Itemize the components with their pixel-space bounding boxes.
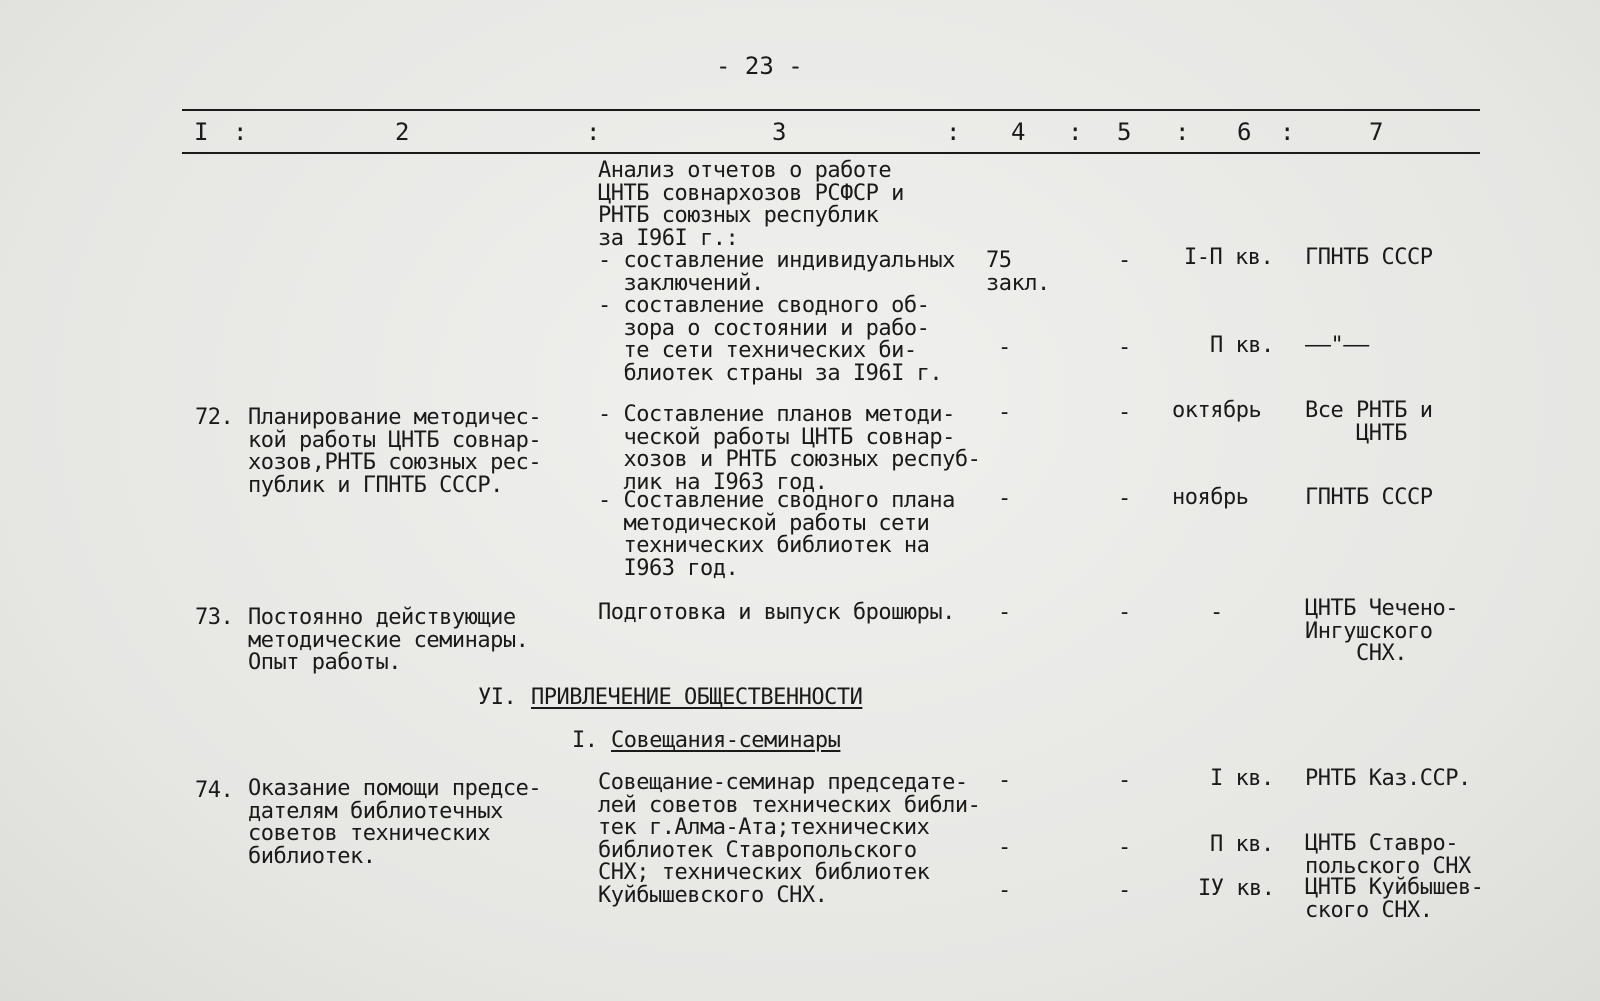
intro-sub2-col3: - составление сводного об- зора о состоянии и рабо- те сети технических би- блиотек страны за I96I г. [598, 293, 943, 386]
row73-number: 73. [195, 605, 234, 630]
row74-b-col5: - [1118, 835, 1131, 860]
header-top-rule [182, 109, 1480, 111]
row72-a-col4: - [998, 400, 1011, 425]
row72-a-col3: - Составление планов методи- ческой работы ЦНТБ совнар- хозов и РНТБ союзных респуб- лик на I963 год. [598, 402, 981, 495]
intro-sub1-col3: - составление индивидуальных заключений. [598, 248, 955, 296]
row72-a-col7: Все РНТБ и ЦНТБ [1305, 398, 1433, 446]
col-header-3: 3 [772, 118, 787, 146]
row74-number: 74. [195, 778, 234, 803]
col-header-sep: : [1068, 118, 1083, 146]
row72-a-col6: октябрь [1172, 398, 1262, 423]
page-number: - 23 - [716, 52, 803, 80]
header-bottom-rule [182, 152, 1480, 154]
intro-sub1-col4: 75 закл. [986, 248, 1050, 296]
row72-b-col7: ГПНТБ СССР [1305, 485, 1433, 510]
row74-b-col6: П кв. [1210, 832, 1274, 857]
row73-col5: - [1118, 600, 1131, 625]
col-header-2: 2 [395, 118, 410, 146]
row72-b-col4: - [998, 486, 1011, 511]
col-header-sep: : [1280, 118, 1295, 146]
subsection-title: Совещания-семинары [611, 728, 841, 753]
row74-a-col5: - [1118, 768, 1131, 793]
col-header-1: I [194, 118, 209, 146]
col-header-sep: : [233, 118, 248, 146]
row74-col3: Совещание-семинар председате- лей советов технических библи- тек г.Алма-Ата;технических библиотек Ставропольского СНХ; технических библиотек Куйбышевского СНХ. [598, 770, 981, 908]
intro-sub1-col6: I-П кв. [1184, 245, 1274, 270]
row72-b-col5: - [1118, 486, 1131, 511]
intro-sub2-col6: П кв. [1210, 333, 1274, 358]
intro-sub1-col5: - [1118, 248, 1131, 273]
section-title: ПРИВЛЕЧЕНИЕ ОБЩЕСТВЕННОСТИ [531, 685, 863, 710]
row72-col2: Планирование методичес- кой работы ЦНТБ совнар- хозов,РНТБ союзных рес- публик и ГПНТБ СССР. [248, 405, 542, 498]
row73-col3: Подготовка и выпуск брошюры. [598, 600, 955, 625]
row72-b-col3: - Составление сводного плана методической работы сети технических библиотек на I963 год. [598, 488, 955, 581]
row73-col7: ЦНТБ Чечено- Ингушского СНХ. [1305, 596, 1458, 666]
col-header-4: 4 [1011, 118, 1026, 146]
row72-b-col6: ноябрь [1172, 485, 1249, 510]
col-header-7: 7 [1369, 118, 1384, 146]
row72-a-col5: - [1118, 400, 1131, 425]
col-header-sep: : [946, 118, 961, 146]
row74-c-col5: - [1118, 878, 1131, 903]
row74-b-col7: ЦНТБ Ставро- польского СНХ [1305, 831, 1471, 879]
subsection-number: I. [572, 728, 598, 753]
col-header-5: 5 [1117, 118, 1132, 146]
row73-col6: - [1210, 600, 1223, 625]
intro-sub2-col7: ——"—— [1305, 333, 1369, 358]
row74-c-col4: - [998, 878, 1011, 903]
row74-c-col7: ЦНТБ Куйбышев- ского СНХ. [1305, 875, 1484, 923]
row74-b-col4: - [998, 835, 1011, 860]
col-header-sep: : [1175, 118, 1190, 146]
row73-col2: Постоянно действующие методические семинары. Опыт работы. [248, 605, 529, 675]
row74-a-col7: РНТБ Каз.ССР. [1305, 766, 1471, 791]
intro-sub2-col4: - [998, 335, 1011, 360]
section-number: УI. [478, 685, 517, 710]
intro-sub1-col7: ГПНТБ СССР [1305, 245, 1433, 270]
col-header-sep: : [586, 118, 601, 146]
intro-sub2-col5: - [1118, 335, 1131, 360]
row74-a-col6: I кв. [1210, 766, 1274, 791]
row73-col4: - [998, 600, 1011, 625]
intro-col3: Анализ отчетов о работе ЦНТБ совнархозов РСФСР и РНТБ союзных республик за I96I г.: [598, 158, 904, 251]
row74-col2: Оказание помощи предсе- дателям библиотечных советов технических библиотек. [248, 776, 542, 869]
col-header-6: 6 [1237, 118, 1252, 146]
row74-c-col6: IУ кв. [1198, 876, 1275, 901]
row72-number: 72. [195, 405, 234, 430]
row74-a-col4: - [998, 768, 1011, 793]
